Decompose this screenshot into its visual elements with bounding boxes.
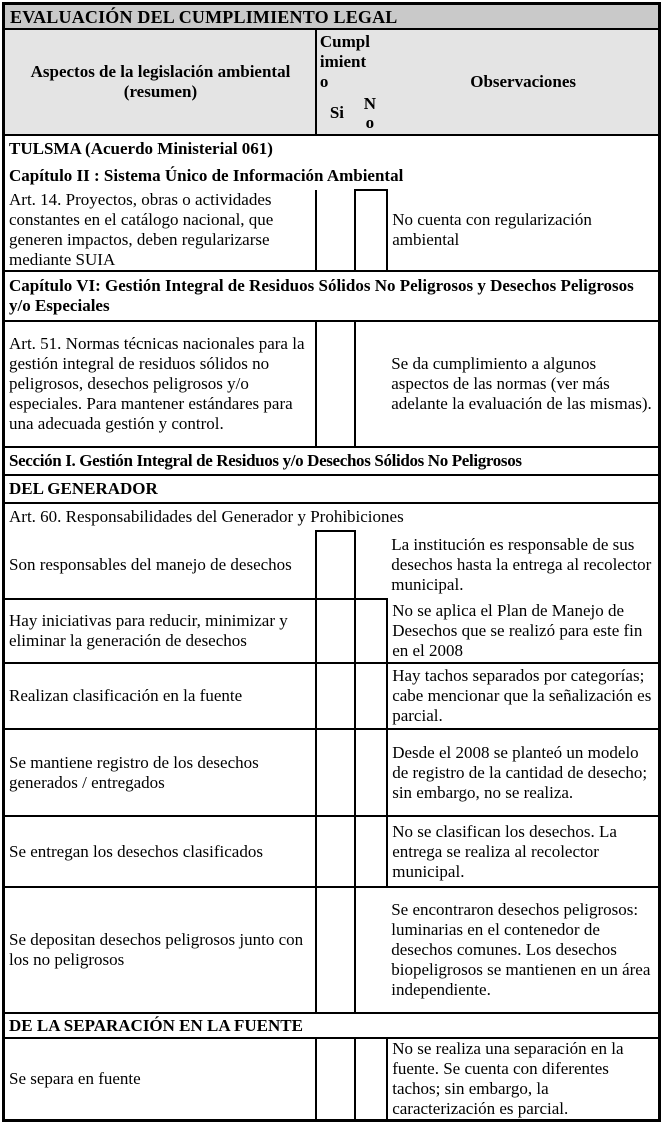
table-row-son-responsables — [4, 531, 660, 599]
observation-cell: Se da cumplimiento a algunos aspectos de las normas (ver más adelante la evaluación de las mismas). — [387, 321, 659, 447]
aspect-cell: Se mantiene registro de los desechos generados / entregados — [4, 729, 316, 816]
table-header-row — [4, 29, 660, 135]
si-cell — [316, 1038, 355, 1121]
observation-cell: Desde el 2008 se planteó un modelo de registro de la cantidad de desecho; sin embargo, no se realiza. — [387, 729, 659, 816]
aspect-cell: Se separa en fuente — [4, 1038, 316, 1121]
aspect-cell: Se entregan los desechos clasificados — [4, 816, 316, 887]
table-title-row — [4, 4, 660, 30]
section-row-capitulo-6 — [4, 271, 660, 321]
table-row-hay-iniciativas — [4, 599, 660, 663]
observation-cell: Se encontraron desechos peligrosos: luminarias en el contenedor de desechos comunes. Los desechos biopeligrosos se mantienen en un área independiente. — [387, 887, 659, 1013]
observation-cell: La institución es responsable de sus desechos hasta la entrega al recolector municipal. — [387, 531, 659, 599]
subheader-si: Si — [329, 103, 344, 122]
observation-cell: Hay tachos separados por categorías; cabe mencionar que la señalización es parcial. — [387, 663, 659, 729]
si-cell — [316, 816, 355, 887]
page-title: EVALUACIÓN DEL CUMPLIMIENTO LEGAL — [4, 4, 660, 30]
no-cell-checked — [355, 816, 387, 887]
no-cell-checked — [355, 599, 387, 663]
aspect-cell: Realizan clasificación en la fuente — [4, 663, 316, 729]
table-row-entregan-clasificados — [4, 816, 660, 887]
no-cell-checked — [355, 663, 387, 729]
section-text: Capítulo II : Sistema Único de Información Ambiental — [4, 162, 660, 190]
legal-compliance-table — [2, 2, 661, 1122]
si-cell — [316, 190, 355, 271]
section-text: Sección I. Gestión Integral de Residuos y/o Desechos Sólidos No Peligrosos — [4, 447, 660, 475]
column-header-compliance — [316, 29, 387, 135]
observation-cell: No se clasifican los desechos. La entrega se realiza al recolector municipal. — [387, 816, 659, 887]
section-text: Art. 60. Responsabilidades del Generador y Prohibiciones — [4, 503, 660, 531]
si-cell-checked — [316, 887, 355, 1013]
observation-cell: No se aplica el Plan de Manejo de Desechos que se realizó para este fin en el 2008 — [387, 599, 659, 663]
section-text: DE LA SEPARACIÓN EN LA FUENTE — [4, 1013, 660, 1038]
section-text: TULSMA (Acuerdo Ministerial 061) — [4, 135, 660, 162]
section-row-seccion-1 — [4, 447, 660, 475]
no-cell-checked — [355, 190, 387, 271]
column-header-observations: Observaciones — [387, 29, 659, 135]
no-cell-checked — [355, 729, 387, 816]
no-cell — [355, 887, 387, 1013]
table-row-depositan-peligrosos — [4, 887, 660, 1013]
section-row-tulsma — [4, 135, 660, 162]
si-cell-checked — [316, 531, 355, 599]
section-text: DEL GENERADOR — [4, 475, 660, 503]
observation-cell: No cuenta con regularización ambiental — [387, 190, 659, 271]
compliance-label: Cumplimiento — [319, 32, 370, 91]
table-row-se-separa — [4, 1038, 660, 1121]
table-row-art-51 — [4, 321, 660, 447]
si-no-subheaders — [320, 94, 387, 132]
section-row-separacion-fuente — [4, 1013, 660, 1038]
observation-cell: No se realiza una separación en la fuente. Se cuenta con diferentes tachos; sin embargo, la caracterización es parcial. — [387, 1038, 659, 1121]
si-cell — [316, 663, 355, 729]
aspect-cell: Se depositan desechos peligrosos junto con los no peligrosos — [4, 887, 316, 1013]
aspect-cell: Art. 51. Normas técnicas nacionales para la gestión integral de residuos sólidos no peligrosos, desechos peligrosos y/o especiales. Para mantener estándares para una adecuada gestión y control. — [4, 321, 316, 447]
section-row-capitulo-2 — [4, 162, 660, 190]
section-row-del-generador — [4, 475, 660, 503]
no-cell — [355, 531, 387, 599]
table-row-realizan-clasificacion — [4, 663, 660, 729]
si-cell — [316, 729, 355, 816]
no-cell-checked — [355, 1038, 387, 1121]
aspect-cell: Son responsables del manejo de desechos — [4, 531, 316, 599]
aspect-cell: Art. 14. Proyectos, obras o actividades constantes en el catálogo nacional, que generen impactos, deben regularizarse mediante SUIA — [4, 190, 316, 271]
column-header-aspects: Aspectos de la legislación ambiental (resumen) — [4, 29, 316, 135]
no-cell — [355, 321, 387, 447]
section-row-art-60 — [4, 503, 660, 531]
section-text: Capítulo VI: Gestión Integral de Residuos Sólidos No Peligrosos y Desechos Peligrosos y/o Especiales — [4, 271, 660, 321]
si-cell — [316, 599, 355, 663]
table-row-registro-desechos — [4, 729, 660, 816]
table-row-art-14 — [4, 190, 660, 271]
si-cell-checked — [316, 321, 355, 447]
subheader-no: No — [363, 94, 377, 132]
aspect-cell: Hay iniciativas para reducir, minimizar y eliminar la generación de desechos — [4, 599, 316, 663]
